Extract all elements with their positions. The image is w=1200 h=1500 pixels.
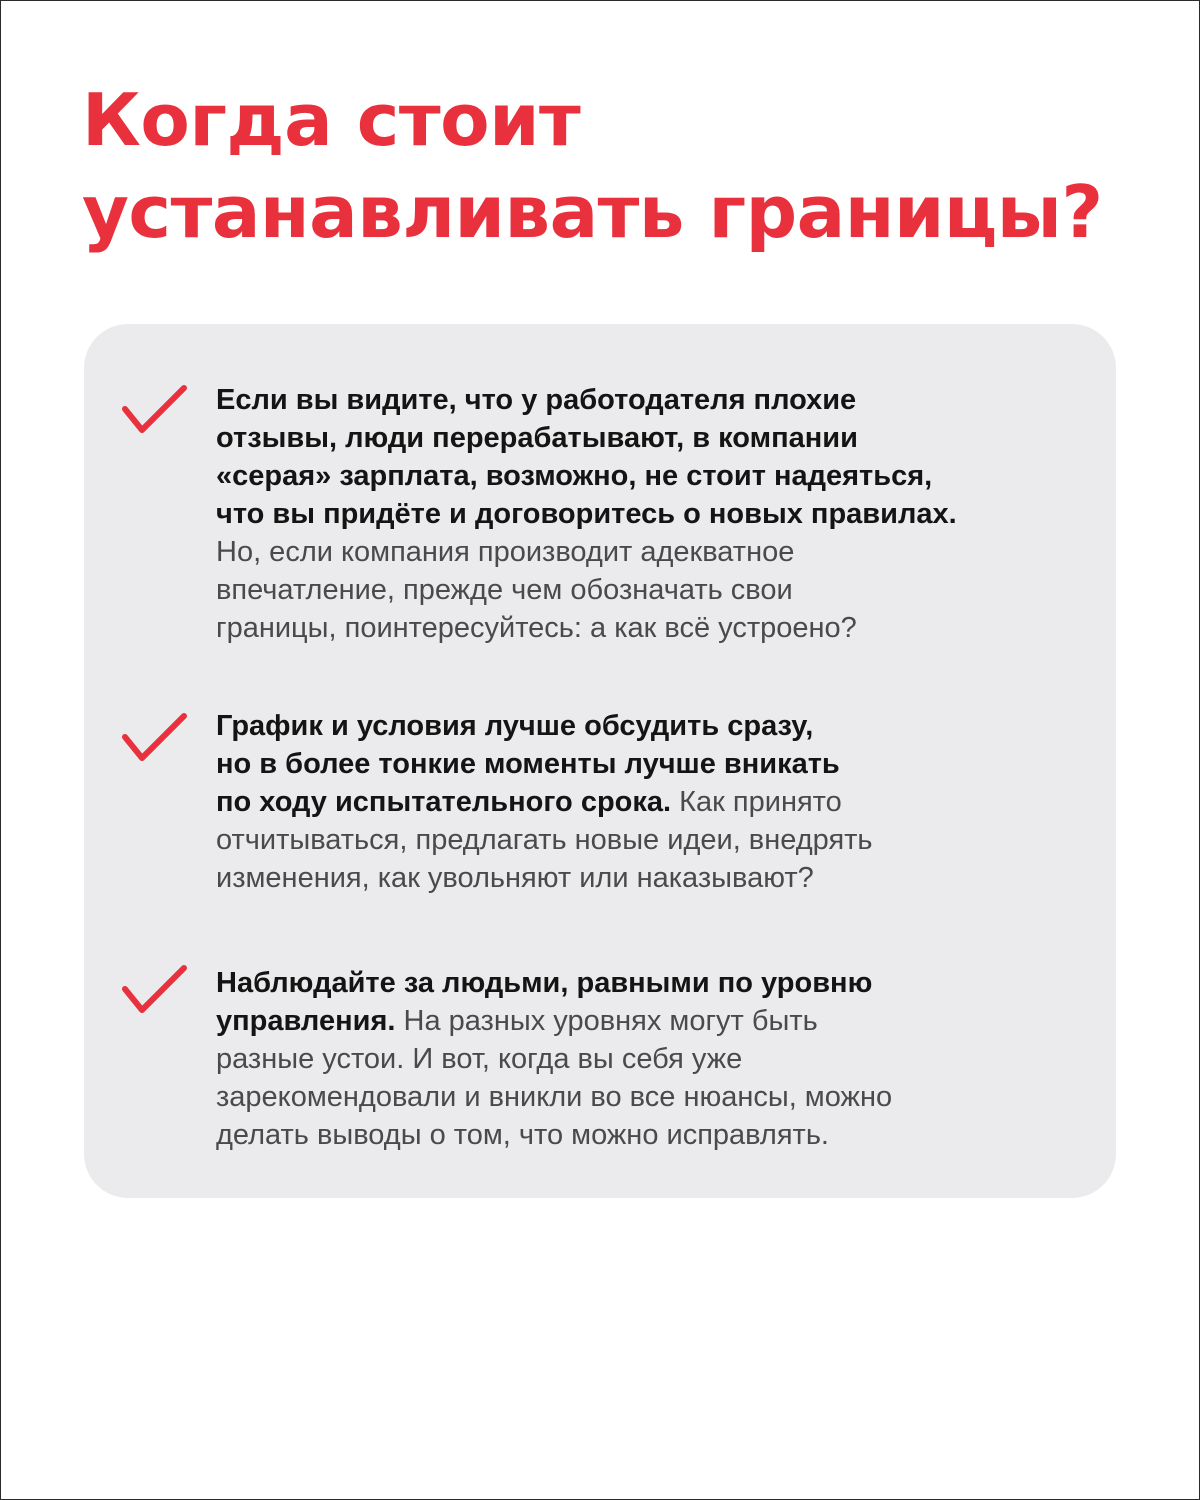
text-line xyxy=(216,381,1096,419)
text-line xyxy=(216,1002,1096,1040)
text-line xyxy=(216,783,1096,821)
regular-text: На разных уровнях могут быть xyxy=(395,1005,818,1037)
page-title xyxy=(82,74,1162,258)
bold-text: но в более тонкие моменты лучше вникать xyxy=(216,748,840,780)
text-line xyxy=(216,745,1096,783)
checkmark-icon xyxy=(120,712,188,764)
text-line xyxy=(216,1040,1096,1078)
bold-text: График и условия лучше обсудить сразу, xyxy=(216,710,814,742)
bold-text: отзывы, люди перерабатывают, в компании xyxy=(216,422,858,454)
text-line xyxy=(216,457,1096,495)
list-item-text xyxy=(216,964,1096,1154)
bold-text: «серая» зарплата, возможно, не стоит надеяться, xyxy=(216,460,933,492)
text-line xyxy=(216,1116,1096,1154)
checkmark-icon xyxy=(120,964,188,1016)
bold-text: что вы придёте и договоритесь о новых правилах. xyxy=(216,498,957,530)
regular-text: отчитываться, предлагать новые идеи, внедрять xyxy=(216,824,873,856)
regular-text: Но, если компания производит адекватное xyxy=(216,536,795,568)
list-item-text xyxy=(216,707,1096,897)
bold-text: Наблюдайте за людьми, равными по уровню xyxy=(216,967,873,999)
bold-text: Если вы видите, что у работодателя плохие xyxy=(216,384,857,416)
content-card xyxy=(84,324,1116,1198)
text-line xyxy=(216,533,1096,571)
text-line xyxy=(216,859,1096,897)
regular-text: делать выводы о том, что можно исправлять. xyxy=(216,1119,829,1151)
title-line-2: устанавливать границы? xyxy=(82,170,1103,254)
text-line xyxy=(216,609,1096,647)
regular-text: зарекомендовали и вникли во все нюансы, можно xyxy=(216,1081,893,1113)
text-line xyxy=(216,571,1096,609)
regular-text: изменения, как увольняют или наказывают? xyxy=(216,862,814,894)
regular-text: впечатление, прежде чем обозначать свои xyxy=(216,574,793,606)
text-line xyxy=(216,1078,1096,1116)
regular-text: границы, поинтересуйтесь: а как всё устроено? xyxy=(216,612,857,644)
bold-text: управления. xyxy=(216,1005,396,1037)
text-line xyxy=(216,821,1096,859)
checkmark-icon xyxy=(120,384,188,436)
title-line-1: Когда стоит xyxy=(82,78,581,162)
text-line xyxy=(216,495,1096,533)
bold-text: по ходу испытательного срока. xyxy=(216,786,672,818)
list-item-text xyxy=(216,381,1096,647)
regular-text: Как принято xyxy=(671,786,842,818)
text-line xyxy=(216,707,1096,745)
text-line xyxy=(216,419,1096,457)
text-line xyxy=(216,964,1096,1002)
regular-text: разные устои. И вот, когда вы себя уже xyxy=(216,1043,743,1075)
